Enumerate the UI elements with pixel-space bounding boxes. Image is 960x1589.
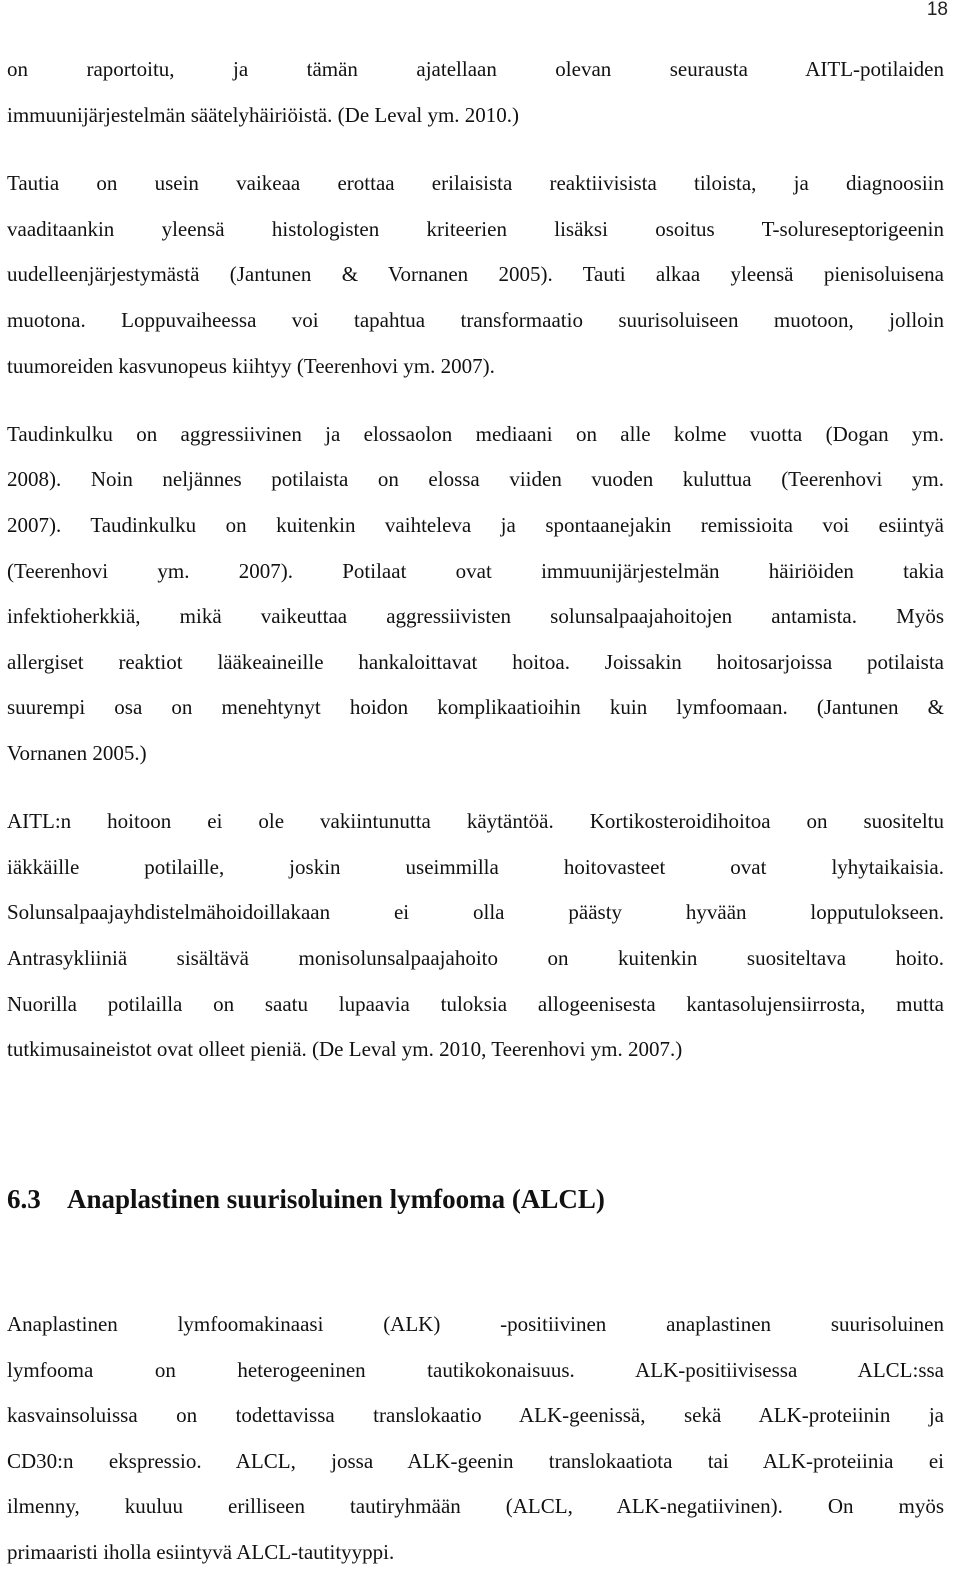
- text-line: Anaplastinen lymfoomakinaasi (ALK) -positiivinen anaplastinen suurisoluinen: [7, 1312, 944, 1336]
- text-line: Antrasykliiniä sisältävä monisolunsalpaajahoito on kuitenkin suositeltava hoito.: [7, 946, 944, 970]
- page-number: 18: [926, 0, 948, 20]
- text-line: iäkkäille potilaille, joskin useimmilla hoitovasteet ovat lyhytaikaisia.: [7, 855, 944, 879]
- section-number: 6.3: [7, 1184, 41, 1214]
- text-line: Tautia on usein vaikeaa erottaa erilaisista reaktiivisista tiloista, ja diagnoosiin: [7, 171, 944, 195]
- text-line: AITL:n hoitoon ei ole vakiintunutta käytäntöä. Kortikosteroidihoitoa on suositeltu: [7, 809, 944, 833]
- text-line: tuumoreiden kasvunopeus kiihtyy (Teerenhovi ym. 2007).: [7, 354, 495, 378]
- text-line: kasvainsoluissa on todettavissa translokaatio ALK-geenissä, sekä ALK-proteiinin ja: [7, 1403, 944, 1427]
- text-line: muotona. Loppuvaiheessa voi tapahtua transformaatio suurisoluiseen muotoon, jolloin: [7, 308, 944, 332]
- text-line: (Teerenhovi ym. 2007). Potilaat ovat immuunijärjestelmän häiriöiden takia: [7, 559, 944, 583]
- text-line: CD30:n ekspressio. ALCL, jossa ALK-geenin translokaatiota tai ALK-proteiinia ei: [7, 1449, 944, 1473]
- text-line: lymfooma on heterogeeninen tautikokonaisuus. ALK-positiivisessa ALCL:ssa: [7, 1358, 944, 1382]
- text-line: Taudinkulku on aggressiivinen ja elossaolon mediaani on alle kolme vuotta (Dogan ym.: [7, 422, 944, 446]
- section-title: Anaplastinen suurisoluinen lymfooma (ALCL): [67, 1184, 605, 1214]
- text-line: Solunsalpaajayhdistelmähoidoillakaan ei olla päästy hyvään lopputulokseen.: [7, 900, 944, 924]
- text-line: on raportoitu, ja tämän ajatellaan olevan seurausta AITL-potilaiden: [7, 57, 944, 81]
- text-line: allergiset reaktiot lääkeaineille hankaloittavat hoitoa. Joissakin hoitosarjoissa potilaista: [7, 650, 944, 674]
- text-line: ilmenny, kuuluu erilliseen tautiryhmään (ALCL, ALK-negatiivinen). On myös: [7, 1494, 944, 1518]
- text-line: infektioherkkiä, mikä vaikeuttaa aggressiivisten solunsalpaajahoitojen antamista. Myös: [7, 604, 944, 628]
- text-line: immuunijärjestelmän säätelyhäiriöistä. (De Leval ym. 2010.): [7, 103, 520, 127]
- text-line: 2007). Taudinkulku on kuitenkin vaihteleva ja spontaanejakin remissioita voi esiintyä: [7, 513, 944, 537]
- text-line: uudelleenjärjestymästä (Jantunen & Vornanen 2005). Tauti alkaa yleensä pienisoluisena: [7, 262, 944, 286]
- text-line: suurempi osa on menehtynyt hoidon komplikaatioihin kuin lymfoomaan. (Jantunen &: [7, 695, 944, 719]
- text-line: tutkimusaineistot ovat olleet pieniä. (De Leval ym. 2010, Teerenhovi ym. 2007.): [7, 1037, 683, 1061]
- text-line: 2008). Noin neljännes potilaista on elossa viiden vuoden kuluttua (Teerenhovi ym.: [7, 467, 944, 491]
- text-line: Nuorilla potilailla on saatu lupaavia tuloksia allogeenisesta kantasolujensiirrosta, mutta: [7, 992, 944, 1016]
- text-line: Vornanen 2005.): [7, 741, 147, 765]
- text-line: vaaditaankin yleensä histologisten kriteerien lisäksi osoitus T-solureseptorigeenin: [7, 217, 944, 241]
- section-heading: [7, 1183, 605, 1215]
- text-line: primaaristi iholla esiintyvä ALCL-tautityyppi.: [7, 1540, 395, 1564]
